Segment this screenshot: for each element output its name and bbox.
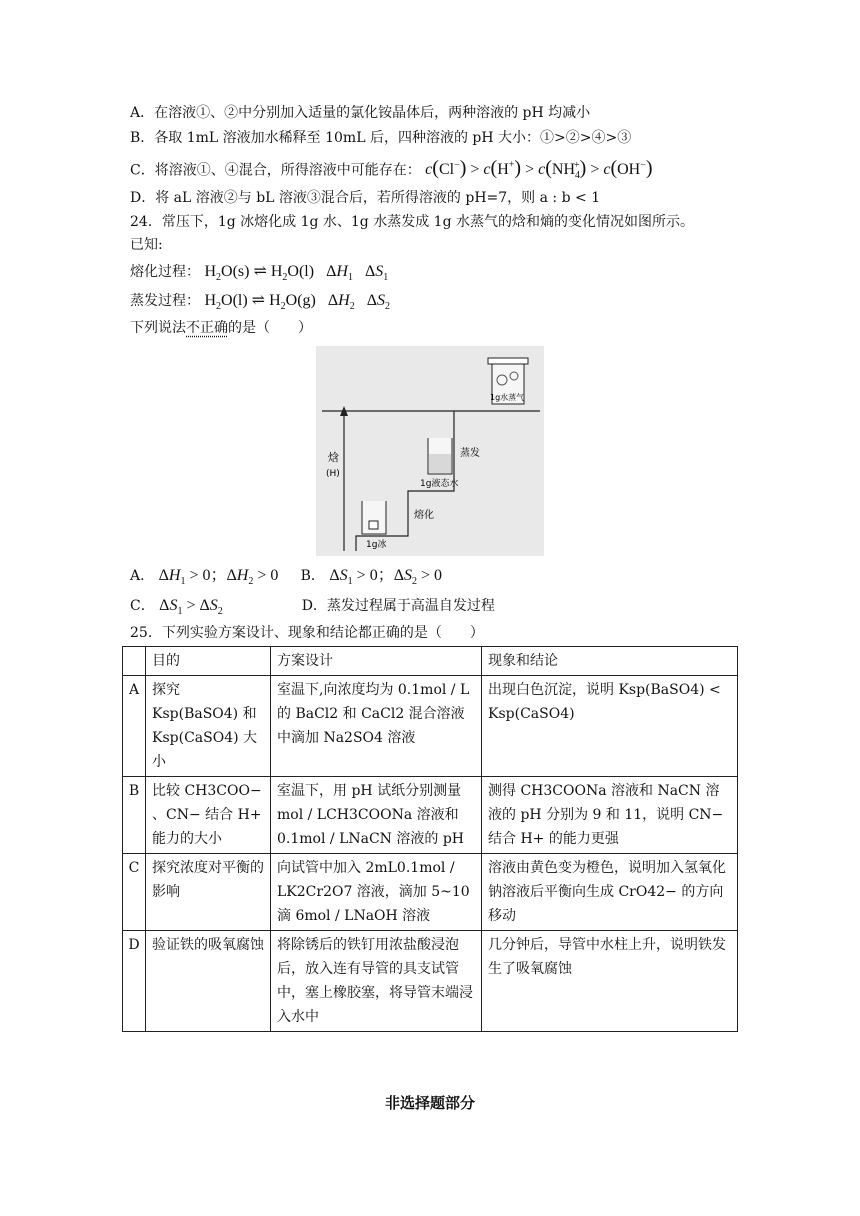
q23-option-a: A．在溶液①、②中分别加入适量的氯化铵晶体后，两种溶液的 pH 均减小 — [130, 105, 591, 121]
water-label: 1g液态水 — [420, 479, 459, 489]
ice-label: 1g冰 — [366, 540, 387, 550]
section-title: 非选择题部分 — [384, 1094, 475, 1112]
header-cell: 目的 — [146, 647, 271, 676]
row-plan: 向试管中加入 2mL0.1mol / LK2Cr2O7 溶液，滴加 5~10 滴 6mol / LNaOH 溶液 — [271, 854, 482, 931]
water-fill — [429, 454, 451, 473]
q23-option-c-text: C．将溶液①、④混合，所得溶液中可能存在： — [130, 162, 421, 179]
evap-formula: $H_2O(l)$ ⇌ $H_2O(g)$ $\Delta H_2$ $\Delta S_2$ — [204, 292, 390, 313]
header-cell: 现象和结论 — [482, 647, 738, 676]
ask-emphasis: 不正确 — [186, 320, 228, 336]
row-purpose: 比较 CH3COO− 、CN− 结合 H+ 能力的大小 — [146, 777, 271, 854]
row-id: C — [123, 854, 146, 931]
q24-options-cd — [130, 596, 495, 622]
table-header-row — [123, 647, 738, 676]
table-row — [123, 854, 738, 931]
row-result: 几分钟后，导管中水柱上升，说明铁发生了吸氧腐蚀 — [482, 931, 738, 1032]
table-row — [123, 676, 738, 777]
q23-option-c — [130, 156, 653, 187]
ice-cube-icon — [369, 521, 378, 529]
melt-label: 熔化 — [414, 510, 434, 521]
axis-sub-label: (H) — [326, 469, 340, 479]
row-result: 出现白色沉淀，说明 Ksp(BaSO4) < Ksp(CaSO4) — [482, 676, 738, 777]
row-id: D — [123, 931, 146, 1032]
q24-option-a-label: A． — [130, 568, 155, 584]
row-result: 溶液由黄色变为橙色，说明加入氢氧化钠溶液后平衡向生成 CrO42− 的方向移动 — [482, 854, 738, 931]
q23-option-c-formula: $c(Cl^-) > c(H^+) > c(NH_4^+) > c(OH^-)$ — [425, 157, 653, 182]
q24-ask — [130, 318, 312, 338]
evap-label: 蒸发过程： — [130, 293, 200, 309]
header-cell: 方案设计 — [271, 647, 482, 676]
row-id: B — [123, 777, 146, 854]
axis-label: 焓 — [328, 451, 339, 464]
evap-label: 蒸发 — [460, 448, 480, 459]
row-id: A — [123, 676, 146, 777]
table-row — [123, 931, 738, 1032]
q24-option-d: D．蒸发过程属于高温自发过程 — [301, 598, 495, 614]
q24-option-c-formula: $\Delta S_1 > \Delta S_2$ — [159, 597, 223, 618]
vapor-label: 1g水蒸气 — [490, 393, 525, 402]
enthalpy-diagram — [316, 346, 544, 556]
q24-option-a-formula: $\Delta H_1 > 0$；$\Delta H_2 > 0$ — [158, 567, 279, 588]
header-cell — [123, 647, 146, 676]
row-plan: 室温下,向浓度均为 0.1mol / L 的 BaCl2 和 CaCl2 混合溶液中滴加 Na2SO4 溶液 — [271, 676, 482, 777]
ask-suffix: 的是（ ） — [228, 320, 312, 336]
row-purpose: 探究浓度对平衡的影响 — [146, 854, 271, 931]
q24-melt-equation — [130, 262, 388, 288]
melt-label: 熔化过程： — [130, 264, 200, 280]
melt-formula: $H_2O(s)$ ⇌ $H_2O(l)$ $\Delta H_1$ $\Delta S_1$ — [204, 263, 389, 284]
q24-option-b-formula: $\Delta S_1 > 0$；$\Delta S_2 > 0$ — [329, 567, 443, 588]
q23-option-b: B．各取 1mL 溶液加水稀释至 10mL 后，四种溶液的 pH 大小：①>②>④>③ — [130, 130, 632, 146]
q24-option-b-label: B． — [300, 568, 325, 584]
row-plan: 将除锈后的铁钉用浓盐酸浸泡后，放入连有导管的具支试管中，塞上橡胶塞，将导管末端浸入水中 — [271, 931, 482, 1032]
row-result: 测得 CH3COONa 溶液和 NaCN 溶液的 pH 分别为 9 和 11，说明 CN− 结合 H+ 的能力更强 — [482, 777, 738, 854]
table-row — [123, 777, 738, 854]
q24-options-ab — [130, 566, 442, 592]
vapor-lid — [488, 358, 528, 364]
q25-table — [122, 646, 738, 1032]
q23-option-d: D．将 aL 溶液②与 bL 溶液③混合后，若所得溶液的 pH=7，则 a : b < 1 — [130, 190, 601, 206]
ask-prefix: 下列说法 — [130, 320, 186, 336]
row-plan: 室温下，用 pH 试纸分别测量 mol / LCH3COONa 溶液和 0.1mol / LNaCN 溶液的 pH — [271, 777, 482, 854]
q24-evap-equation — [130, 291, 390, 317]
q25-stem: 25．下列实验方案设计、现象和结论都正确的是（ ） — [130, 625, 484, 641]
q24-stem: 24．常压下，1g 冰熔化成 1g 水、1g 水蒸发成 1g 水蒸气的焓和熵的变化情况如图所示。 — [130, 214, 694, 230]
q24-known: 已知: — [130, 237, 163, 253]
q24-option-c-label: C． — [130, 598, 155, 614]
row-purpose: 探究 Ksp(BaSO4) 和 Ksp(CaSO4) 大小 — [146, 676, 271, 777]
row-purpose: 验证铁的吸氧腐蚀 — [146, 931, 271, 1032]
